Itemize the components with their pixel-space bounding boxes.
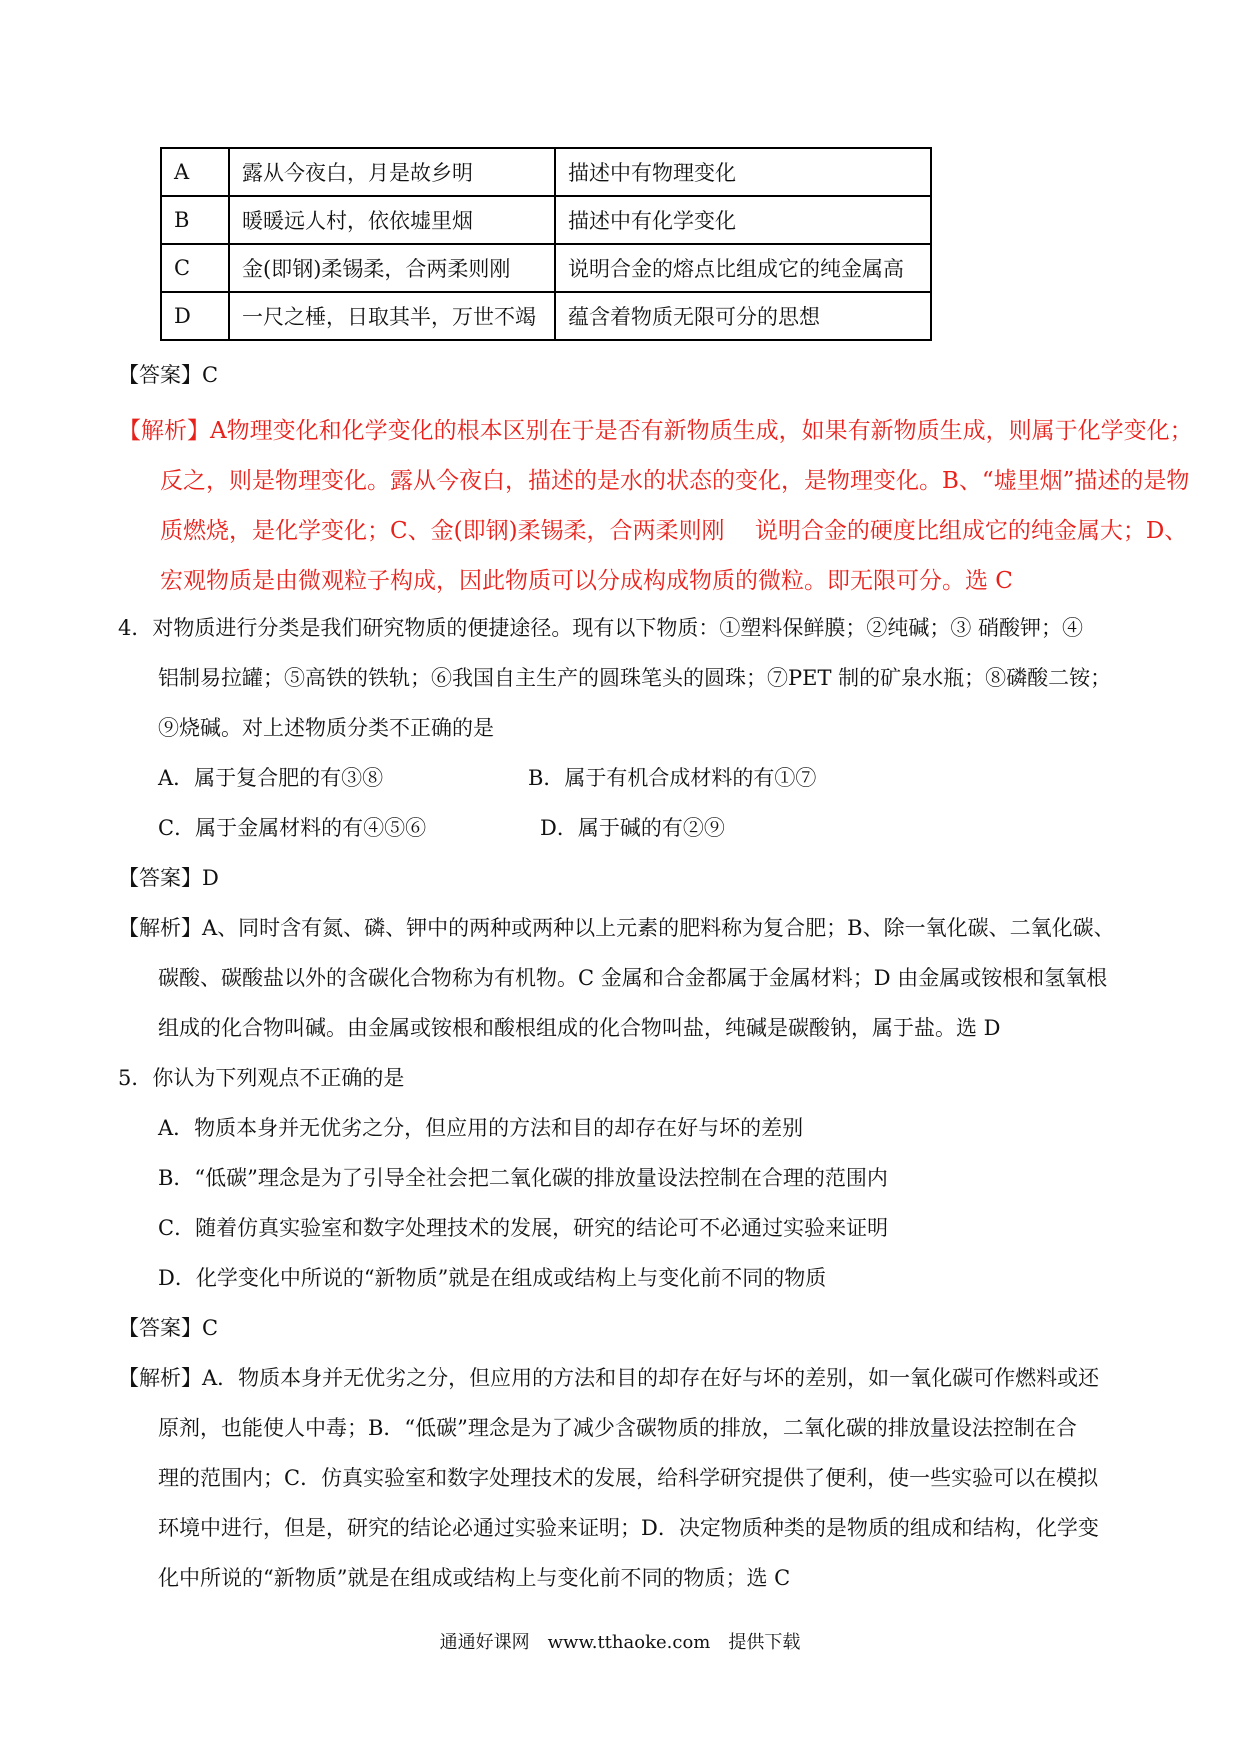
q4-analysis-line: 【解析】A、同时含有氮、磷、钾中的两种或两种以上元素的肥料称为复合肥；B、除一氧化碳、二氧化碳、 xyxy=(118,916,1115,940)
q4-answer: 【答案】D xyxy=(118,866,219,890)
row-text: 暖暖远人村，依依墟里烟 xyxy=(229,196,555,244)
row-label: C xyxy=(161,244,229,292)
table-row xyxy=(161,292,931,340)
q5-analysis-line: 环境中进行，但是，研究的结论必通过实验来证明；D．决定物质种类的是物质的组成和结构，化学变 xyxy=(158,1516,1099,1540)
q4-option-b: B．属于有机合成材料的有①⑦ xyxy=(528,766,817,790)
q3-answer: 【答案】C xyxy=(118,363,219,387)
q5-analysis-line: 理的范围内；C．仿真实验室和数字处理技术的发展，给科学研究提供了便利，使一些实验可以在模拟 xyxy=(158,1466,1099,1490)
q4-option-a: A．属于复合肥的有③⑧ xyxy=(158,766,384,790)
table-row xyxy=(161,148,931,196)
row-text: 一尺之棰，日取其半，万世不竭 xyxy=(229,292,555,340)
q3-analysis-line: 反之，则是物理变化。露从今夜白，描述的是水的状态的变化，是物理变化。B、“墟里烟”描述的是物 xyxy=(160,468,1190,494)
page-footer: 通通好课网 www.tthaoke.com 提供下载 xyxy=(439,1632,801,1653)
table-row xyxy=(161,196,931,244)
q3-analysis-line: 宏观物质是由微观粒子构成，因此物质可以分成构成物质的微粒。即无限可分。选 C xyxy=(160,568,1013,594)
q4-option-d: D．属于碱的有②⑨ xyxy=(540,816,725,840)
q5-analysis-line: 化中所说的“新物质”就是在组成或结构上与变化前不同的物质；选 C xyxy=(158,1566,791,1590)
row-text: 金(即钢)柔锡柔，合两柔则刚 xyxy=(229,244,555,292)
q3-analysis-line: 质燃烧，是化学变化；C、金(即钢)柔锡柔，合两柔则刚 说明合金的硬度比组成它的纯金属大；D、 xyxy=(160,518,1188,544)
q5-analysis-line: 原剂，也能使人中毒；B．“低碳”理念是为了减少含碳物质的排放，二氧化碳的排放量设法控制在合 xyxy=(158,1416,1077,1440)
row-note: 描述中有物理变化 xyxy=(555,148,931,196)
q3-analysis-line: 【解析】A物理变化和化学变化的根本区别在于是否有新物质生成，如果有新物质生成，则属于化学变化； xyxy=(118,418,1193,444)
q4-stem-line: 4．对物质进行分类是我们研究物质的便捷途径。现有以下物质：①塑料保鲜膜；②纯碱；③ 硝酸钾；④ xyxy=(118,616,1084,640)
row-note: 说明合金的熔点比组成它的纯金属高 xyxy=(555,244,931,292)
q5-option: C．随着仿真实验室和数字处理技术的发展，研究的结论可不必通过实验来证明 xyxy=(158,1216,889,1240)
q4-stem-line: 铝制易拉罐；⑤高铁的铁轨；⑥我国自主生产的圆珠笔头的圆珠；⑦PET 制的矿泉水瓶；⑧磷酸二铵； xyxy=(158,666,1112,690)
q5-option: D．化学变化中所说的“新物质”就是在组成或结构上与变化前不同的物质 xyxy=(158,1266,827,1290)
q4-analysis-line: 碳酸、碳酸盐以外的含碳化合物称为有机物。C 金属和合金都属于金属材料；D 由金属或铵根和氢氧根 xyxy=(158,966,1108,990)
q5-analysis-line: 【解析】A．物质本身并无优劣之分，但应用的方法和目的却存在好与坏的差别，如一氧化碳可作燃料或还 xyxy=(118,1366,1100,1390)
row-note: 蕴含着物质无限可分的思想 xyxy=(555,292,931,340)
q5-option: A．物质本身并无优劣之分，但应用的方法和目的却存在好与坏的差别 xyxy=(158,1116,804,1140)
row-label: A xyxy=(161,148,229,196)
q5-answer: 【答案】C xyxy=(118,1316,219,1340)
q5-option: B．“低碳”理念是为了引导全社会把二氧化碳的排放量设法控制在合理的范围内 xyxy=(158,1166,888,1190)
q4-analysis-line: 组成的化合物叫碱。由金属或铵根和酸根组成的化合物叫盐，纯碱是碳酸钠，属于盐。选 D xyxy=(158,1016,1001,1040)
row-note: 描述中有化学变化 xyxy=(555,196,931,244)
row-label: D xyxy=(161,292,229,340)
q5-stem: 5．你认为下列观点不正确的是 xyxy=(118,1066,405,1090)
q4-stem-line: ⑨烧碱。对上述物质分类不正确的是 xyxy=(158,716,494,740)
table-row xyxy=(161,244,931,292)
row-label: B xyxy=(161,196,229,244)
row-text: 露从今夜白，月是故乡明 xyxy=(229,148,555,196)
question-3-table xyxy=(160,147,932,341)
q4-option-c: C．属于金属材料的有④⑤⑥ xyxy=(158,816,427,840)
